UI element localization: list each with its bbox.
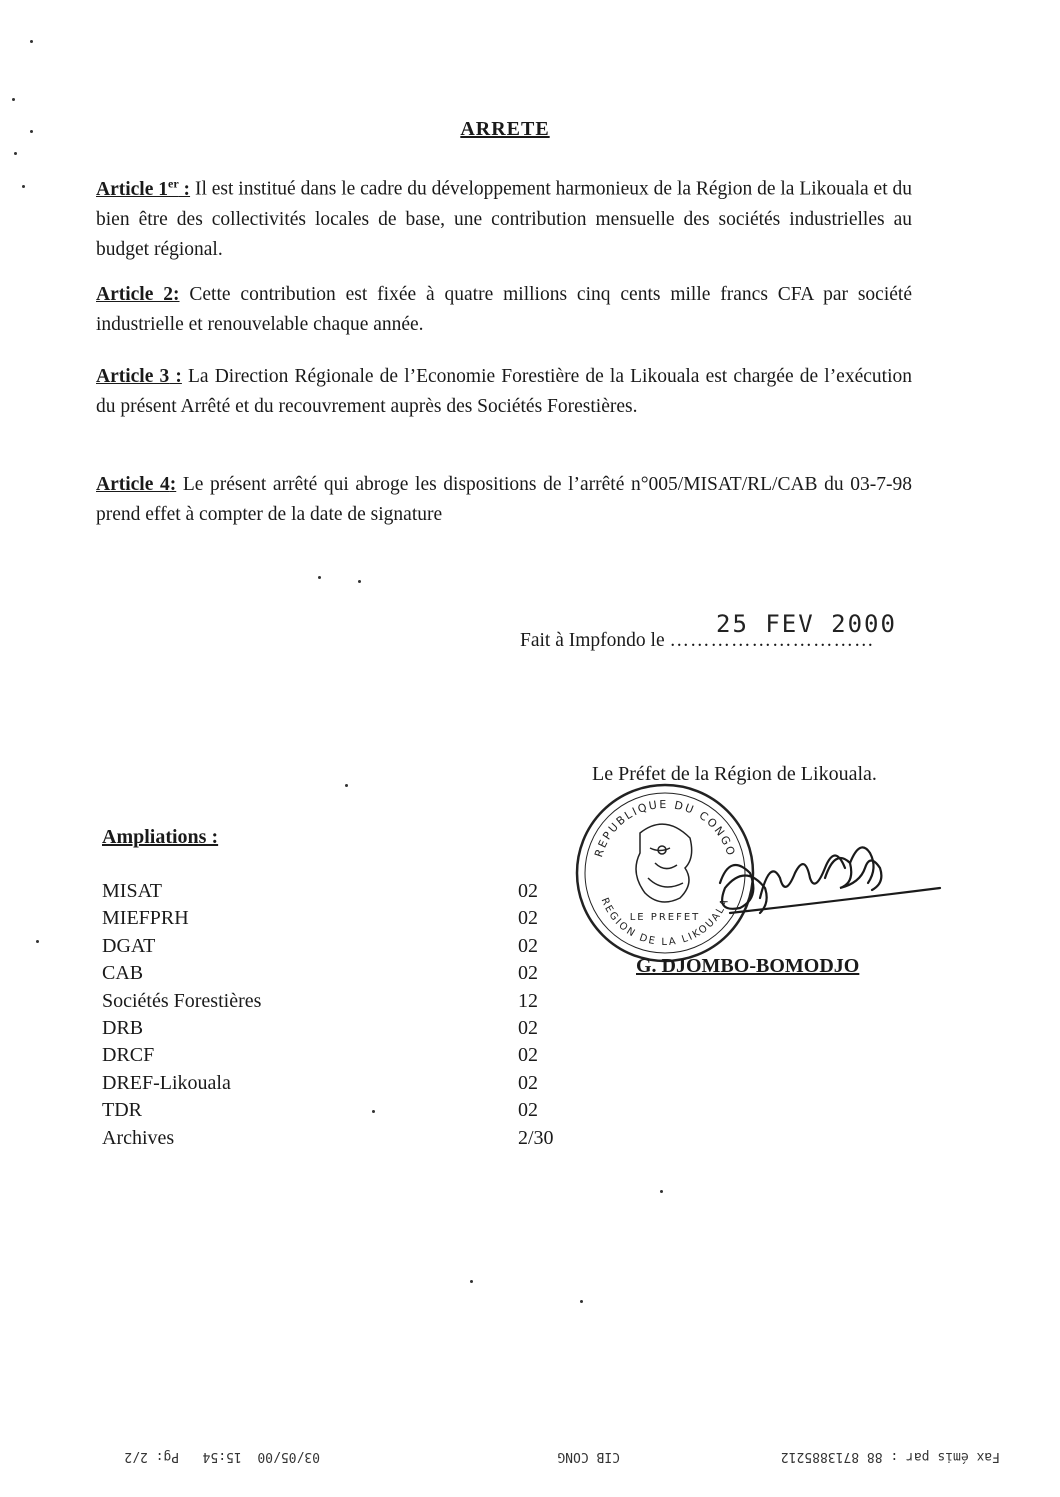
article-3-label [96, 366, 182, 387]
ampliation-quantity: 2/30 [518, 1126, 554, 1149]
article-3-label-suffix: : [169, 366, 182, 387]
article-1 [96, 168, 912, 265]
article-2 [96, 280, 912, 340]
ampliation-recipient: DREF-Likouala [102, 1071, 231, 1094]
ampliation-recipient: Archives [102, 1126, 175, 1149]
ampliation-row [102, 1125, 582, 1152]
ampliation-row [102, 905, 582, 932]
ampliation-row [102, 1070, 582, 1097]
scan-speck [358, 580, 361, 583]
article-1-label-text: Article 1 [96, 178, 169, 200]
scan-speck [22, 185, 25, 188]
article-4 [96, 470, 912, 530]
ampliation-quantity: 02 [518, 1016, 538, 1039]
ampliations-list [102, 878, 582, 1152]
seal-bottom-text: REGION DE LA LIKOUALA [598, 896, 732, 948]
article-3 [96, 362, 912, 422]
ampliation-quantity: 02 [518, 880, 538, 902]
scan-speck [36, 940, 39, 943]
ampliation-row [102, 1015, 582, 1042]
article-3-label-text: Article 3 [96, 366, 170, 387]
ampliation-quantity: 12 [518, 989, 538, 1012]
ampliation-recipient: MIEFPRH [102, 907, 189, 930]
signatory-title: Le Préfet de la Région de Likouala. [592, 763, 877, 785]
scan-speck [470, 1280, 473, 1283]
fax-header-datetime: 03/05/00 15:54 Pg: 2/2 [124, 1449, 320, 1464]
signatory-name: G. DJOMBO-BOMODJO [636, 955, 860, 977]
ampliation-row [102, 1097, 582, 1124]
ampliation-quantity: 02 [518, 1044, 538, 1067]
ampliation-recipient: DGAT [102, 934, 156, 957]
place-date-line [520, 630, 874, 652]
ampliation-recipient: DRCF [102, 1044, 155, 1067]
ampliation-row [102, 1042, 582, 1069]
article-2-label-suffix: : [173, 284, 180, 305]
article-1-text: Il est institué dans le cadre du développement harmonieux de la Région de la Likouala et du bien être des collectivités locales de base, une contribution mensuelle des sociétés industrielles au budget régional. [96, 178, 912, 260]
ampliations-title: Ampliations : [102, 826, 219, 848]
ampliation-row [102, 988, 582, 1015]
fax-transmission-header [0, 1440, 1060, 1464]
ampliation-row [102, 933, 582, 960]
ampliation-recipient: CAB [102, 962, 144, 985]
article-4-text: Le présent arrêté qui abroge les dispositions de l’arrêté n°005/MISAT/RL/CAB du 03-7-98 prend effet à compter de la date de signature [96, 474, 912, 525]
ampliation-quantity: 02 [518, 1099, 538, 1122]
scan-speck [345, 784, 348, 787]
article-1-label [96, 176, 191, 200]
scan-speck [580, 1300, 583, 1303]
ampliation-row [102, 878, 582, 905]
ampliation-row [102, 960, 582, 987]
article-2-label [96, 284, 180, 305]
seal-top-text: REPUBLIQUE DU CONGO [592, 797, 738, 859]
article-4-label-suffix: : [169, 474, 177, 495]
article-4-label-text: Article 4 [96, 474, 170, 495]
ampliation-recipient: TDR [102, 1099, 142, 1122]
ampliation-recipient: DRB [102, 1016, 144, 1039]
article-4-label [96, 474, 176, 495]
ampliation-recipient: MISAT [102, 880, 163, 902]
article-3-text: La Direction Régionale de l’Economie Forestière de la Likouala est chargée de l’exécution du présent Arrêté et du recouvrement auprès des Sociétés Forestières. [96, 366, 912, 417]
place-date-text: Fait à Impfondo le [520, 630, 670, 651]
article-2-label-text: Article 2 [96, 284, 174, 305]
scan-speck [30, 130, 33, 133]
article-1-label-suffix: : [178, 178, 191, 200]
scan-speck [318, 576, 321, 579]
ampliation-quantity: 02 [518, 934, 538, 957]
scan-speck [372, 1110, 375, 1113]
article-1-label-sup: er [168, 176, 179, 190]
fax-header-sender: Fax émis par : 88 8713885212 [780, 1449, 1000, 1464]
article-2-text: Cette contribution est fixée à quatre millions cinq cents mille francs CFA par société industrielle et renouvelable chaque année. [96, 284, 912, 335]
ampliation-quantity: 02 [518, 1071, 538, 1094]
place-date-dots: ………………………… [669, 630, 875, 651]
document-title: ARRETE [460, 118, 550, 140]
scan-speck [30, 40, 33, 43]
handwritten-signature-icon [700, 828, 950, 938]
scan-speck [12, 98, 15, 101]
stamped-date: 25 FEV 2000 [716, 610, 897, 638]
scan-speck [660, 1190, 663, 1193]
fax-header-company: CIB CONG [557, 1449, 620, 1464]
scan-speck [14, 152, 17, 155]
ampliation-quantity: 02 [518, 907, 538, 930]
ampliation-quantity: 02 [518, 962, 538, 985]
ampliation-recipient: Sociétés Forestières [102, 989, 262, 1012]
seal-center-text: LE PREFET [629, 912, 701, 923]
